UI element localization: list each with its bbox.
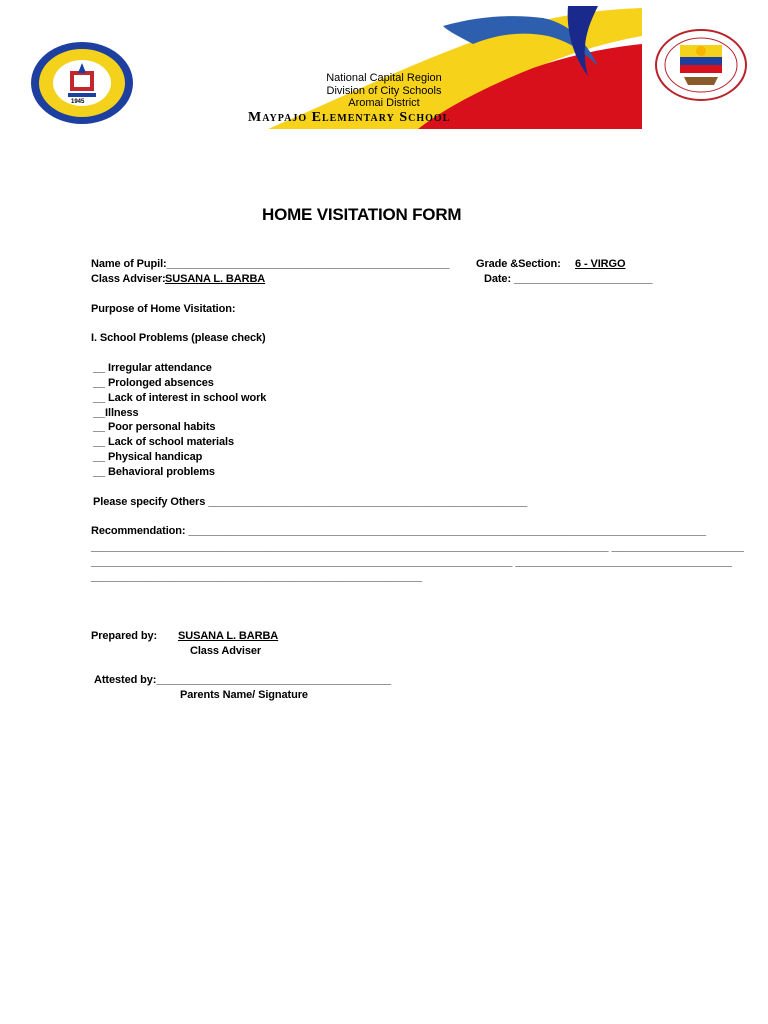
prepared-by-name: SUSANA L. BARBA	[178, 630, 279, 642]
recommendation-line[interactable]: ______________________________________________________________________ ____________________________________	[91, 556, 732, 568]
division-logo	[654, 29, 748, 101]
problem-checkbox-item[interactable]: __ Poor personal habits	[93, 421, 216, 433]
header-region: National Capital Region	[326, 72, 442, 84]
grade-section-label: Grade &Section:	[476, 258, 561, 270]
purpose-heading: Purpose of Home Visitation:	[91, 303, 236, 315]
attested-by-role: Parents Name/ Signature	[180, 689, 308, 701]
pupil-name-field[interactable]: Name of Pupil:_______________________________________________	[91, 258, 450, 270]
class-adviser-value: SUSANA L. BARBA	[165, 273, 266, 285]
problem-checkbox-item[interactable]: __ Behavioral problems	[93, 466, 215, 478]
form-title: HOME VISITATION FORM	[262, 205, 462, 224]
school-logo	[30, 41, 134, 125]
problem-checkbox-item[interactable]: __ Lack of interest in school work	[93, 392, 267, 404]
date-field[interactable]: Date: _______________________	[484, 273, 653, 285]
grade-section-value: 6 - VIRGO	[575, 258, 626, 270]
others-specify-field[interactable]: Please specify Others _____________________________________________________	[93, 496, 528, 508]
prepared-by-label: Prepared by:	[91, 630, 158, 642]
school-logo-year: 1945	[71, 99, 85, 105]
problem-checkbox-item[interactable]: __ Prolonged absences	[93, 377, 214, 389]
school-problems-heading: I. School Problems (please check)	[91, 332, 266, 344]
recommendation-line[interactable]: _______________________________________________________	[91, 571, 422, 583]
attested-by-field[interactable]: Attested by:_______________________________________	[94, 674, 392, 686]
problem-checkbox-item[interactable]: __ Lack of school materials	[93, 436, 234, 448]
header-division: Division of City Schools	[326, 85, 442, 97]
school-name: Maypajo Elementary School	[248, 110, 451, 125]
class-adviser-label: Class Adviser:	[91, 273, 166, 285]
problem-checkbox-item[interactable]: __Illness	[93, 407, 139, 419]
problem-checkbox-item[interactable]: __ Irregular attendance	[93, 362, 212, 374]
prepared-by-role: Class Adviser	[190, 645, 262, 657]
problem-checkbox-item[interactable]: __ Physical handicap	[93, 451, 203, 463]
recommendation-field[interactable]: Recommendation: ______________________________________________________________________________________	[91, 525, 706, 537]
recommendation-line[interactable]: ______________________________________________________________________________________ ______________________	[91, 541, 744, 553]
header-district: Aromai District	[348, 97, 420, 109]
